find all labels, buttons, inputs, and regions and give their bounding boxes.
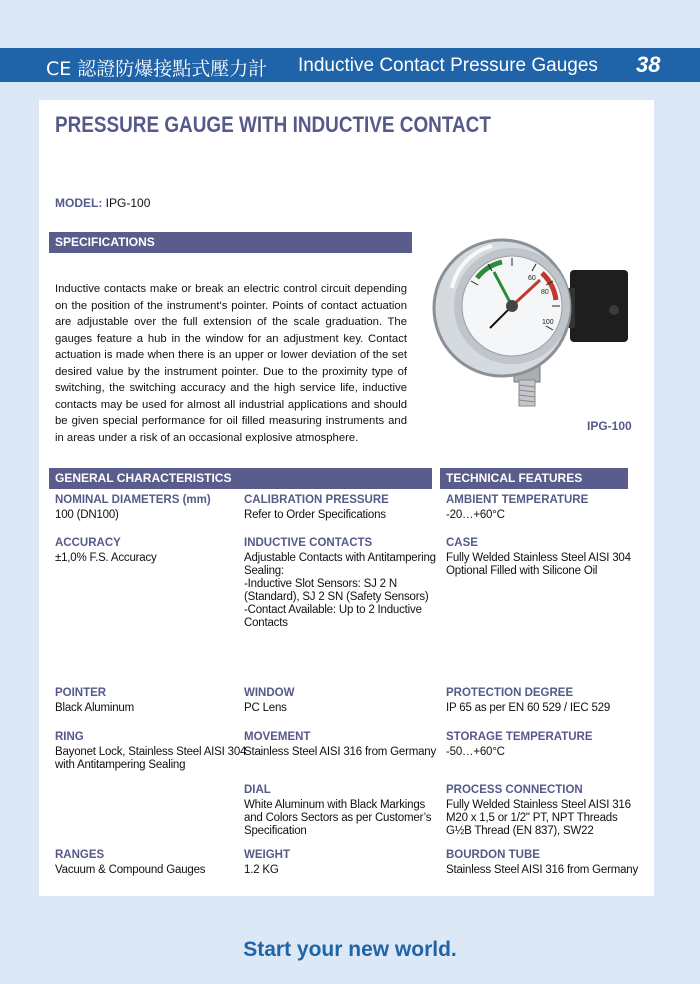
field-value: Stainless Steel AISI 316 from Germany xyxy=(446,864,639,876)
field-label: MOVEMENT xyxy=(244,731,311,743)
field-case xyxy=(446,536,631,578)
field-label: ACCURACY xyxy=(55,537,121,549)
field-pointer xyxy=(55,686,134,715)
page-number: 38 xyxy=(636,52,661,77)
general-characteristics-heading: GENERAL CHARACTERISTICS xyxy=(49,468,432,489)
field-label: DIAL xyxy=(244,784,271,796)
header-english-title: Inductive Contact Pressure Gauges xyxy=(298,55,598,76)
field-label: CASE xyxy=(446,537,478,549)
specifications-heading: SPECIFICATIONS xyxy=(49,232,412,253)
specifications-text: Inductive contacts make or break an electric control circuit depending on the position of the instrument's pointer. Points of contact actuation are adjustable over the full extension of the scale graduation. The gauges feature a hub in the window for an adjustment key. Contact actuation is made when there is an upper or lower deviation of the set desired value by the instrument pointer. Due to the proximity type of switching, the switching accuracy and the high service life, inductive contacts may be used for almost all industrial applications and should be given special performance for oil filled measuring instruments and in areas under a risk of an occasional explosive atmosphere. xyxy=(55,283,407,444)
header-bar xyxy=(0,48,700,82)
page-title: PRESSURE GAUGE WITH INDUCTIVE CONTACT xyxy=(55,112,491,137)
field-label: AMBIENT TEMPERATURE xyxy=(446,494,589,506)
model-label: MODEL: xyxy=(55,196,103,210)
field-value: Black Aluminum xyxy=(55,702,135,714)
header-chinese-title: CE 認證防爆接點式壓力計 xyxy=(46,58,268,80)
pointer-hub xyxy=(506,300,518,312)
field-protection-degree xyxy=(446,686,610,715)
footer-slogan: Start your new world. xyxy=(243,938,457,961)
dial-scale-label: 100 xyxy=(542,319,554,326)
model-line xyxy=(55,196,150,210)
junction-box-screw xyxy=(609,305,619,315)
field-value: 100 (DN100) xyxy=(55,509,119,521)
model-value: IPG-100 xyxy=(105,196,151,210)
field-ring xyxy=(55,730,246,772)
field-value: -20…+60°C xyxy=(446,509,505,521)
field-label: PROCESS CONNECTION xyxy=(446,784,583,796)
field-value: -50…+60°C xyxy=(446,746,505,758)
field-nominal-diameters xyxy=(55,493,211,522)
junction-box xyxy=(570,270,628,342)
field-label: WINDOW xyxy=(244,687,295,699)
field-value: Adjustable Contacts with Antitampering Sealing: -Inductive Slot Sensors: SJ 2 N (Standard), SJ 2 SN (Safety Sensors) -Contact Available: Up to 2 Inductive Contacts xyxy=(244,552,436,629)
field-accuracy xyxy=(55,536,157,565)
dial-scale-label: 80 xyxy=(541,289,549,296)
field-process-connection xyxy=(446,783,631,838)
pressure-gauge-image xyxy=(432,228,632,418)
field-value: Bayonet Lock, Stainless Steel AISI 304 with Antitampering Sealing xyxy=(55,746,247,771)
field-label: CALIBRATION PRESSURE xyxy=(244,494,389,506)
field-value: 1.2 KG xyxy=(244,864,279,876)
field-value: Vacuum & Compound Gauges xyxy=(55,864,206,876)
field-window xyxy=(244,686,294,715)
field-value: IP 65 as per EN 60 529 / IEC 529 xyxy=(446,702,611,714)
field-storage-temperature xyxy=(446,730,593,759)
field-value: Fully Welded Stainless Steel AISI 304 Optional Filled with Silicone Oil xyxy=(446,552,631,577)
field-label: POINTER xyxy=(55,687,107,699)
field-weight xyxy=(244,848,290,877)
field-label: NOMINAL DIAMETERS (mm) xyxy=(55,494,211,506)
field-bourdon-tube xyxy=(446,848,638,877)
field-inductive-contacts xyxy=(244,536,436,630)
field-value: White Aluminum with Black Markings and Colors Sectors as per Customer’s Specification xyxy=(244,799,432,837)
field-label: WEIGHT xyxy=(244,849,290,861)
field-label: STORAGE TEMPERATURE xyxy=(446,731,593,743)
field-label: BOURDON TUBE xyxy=(446,849,540,861)
field-label: INDUCTIVE CONTACTS xyxy=(244,537,373,549)
field-value: Fully Welded Stainless Steel AISI 316 M20 x 1,5 or 1/2" PT, NPT Threads G½B Thread (EN 837), SW22 xyxy=(446,799,631,837)
field-value: Refer to Order Specifications xyxy=(244,509,386,521)
field-movement xyxy=(244,730,436,759)
dial-scale-label: 60 xyxy=(528,275,536,282)
field-value: PC Lens xyxy=(244,702,287,714)
field-ranges xyxy=(55,848,205,877)
field-label: RING xyxy=(55,731,84,743)
field-calibration-pressure xyxy=(244,493,389,522)
field-label: PROTECTION DEGREE xyxy=(446,687,574,699)
field-dial xyxy=(244,783,431,838)
field-value: ±1,0% F.S. Accuracy xyxy=(55,552,157,564)
field-ambient-temperature xyxy=(446,493,588,522)
technical-features-heading: TECHNICAL FEATURES xyxy=(440,468,628,489)
field-value: Stainless Steel AISI 316 from Germany xyxy=(244,746,437,758)
image-caption: IPG-100 xyxy=(587,419,632,433)
field-label: RANGES xyxy=(55,849,105,861)
